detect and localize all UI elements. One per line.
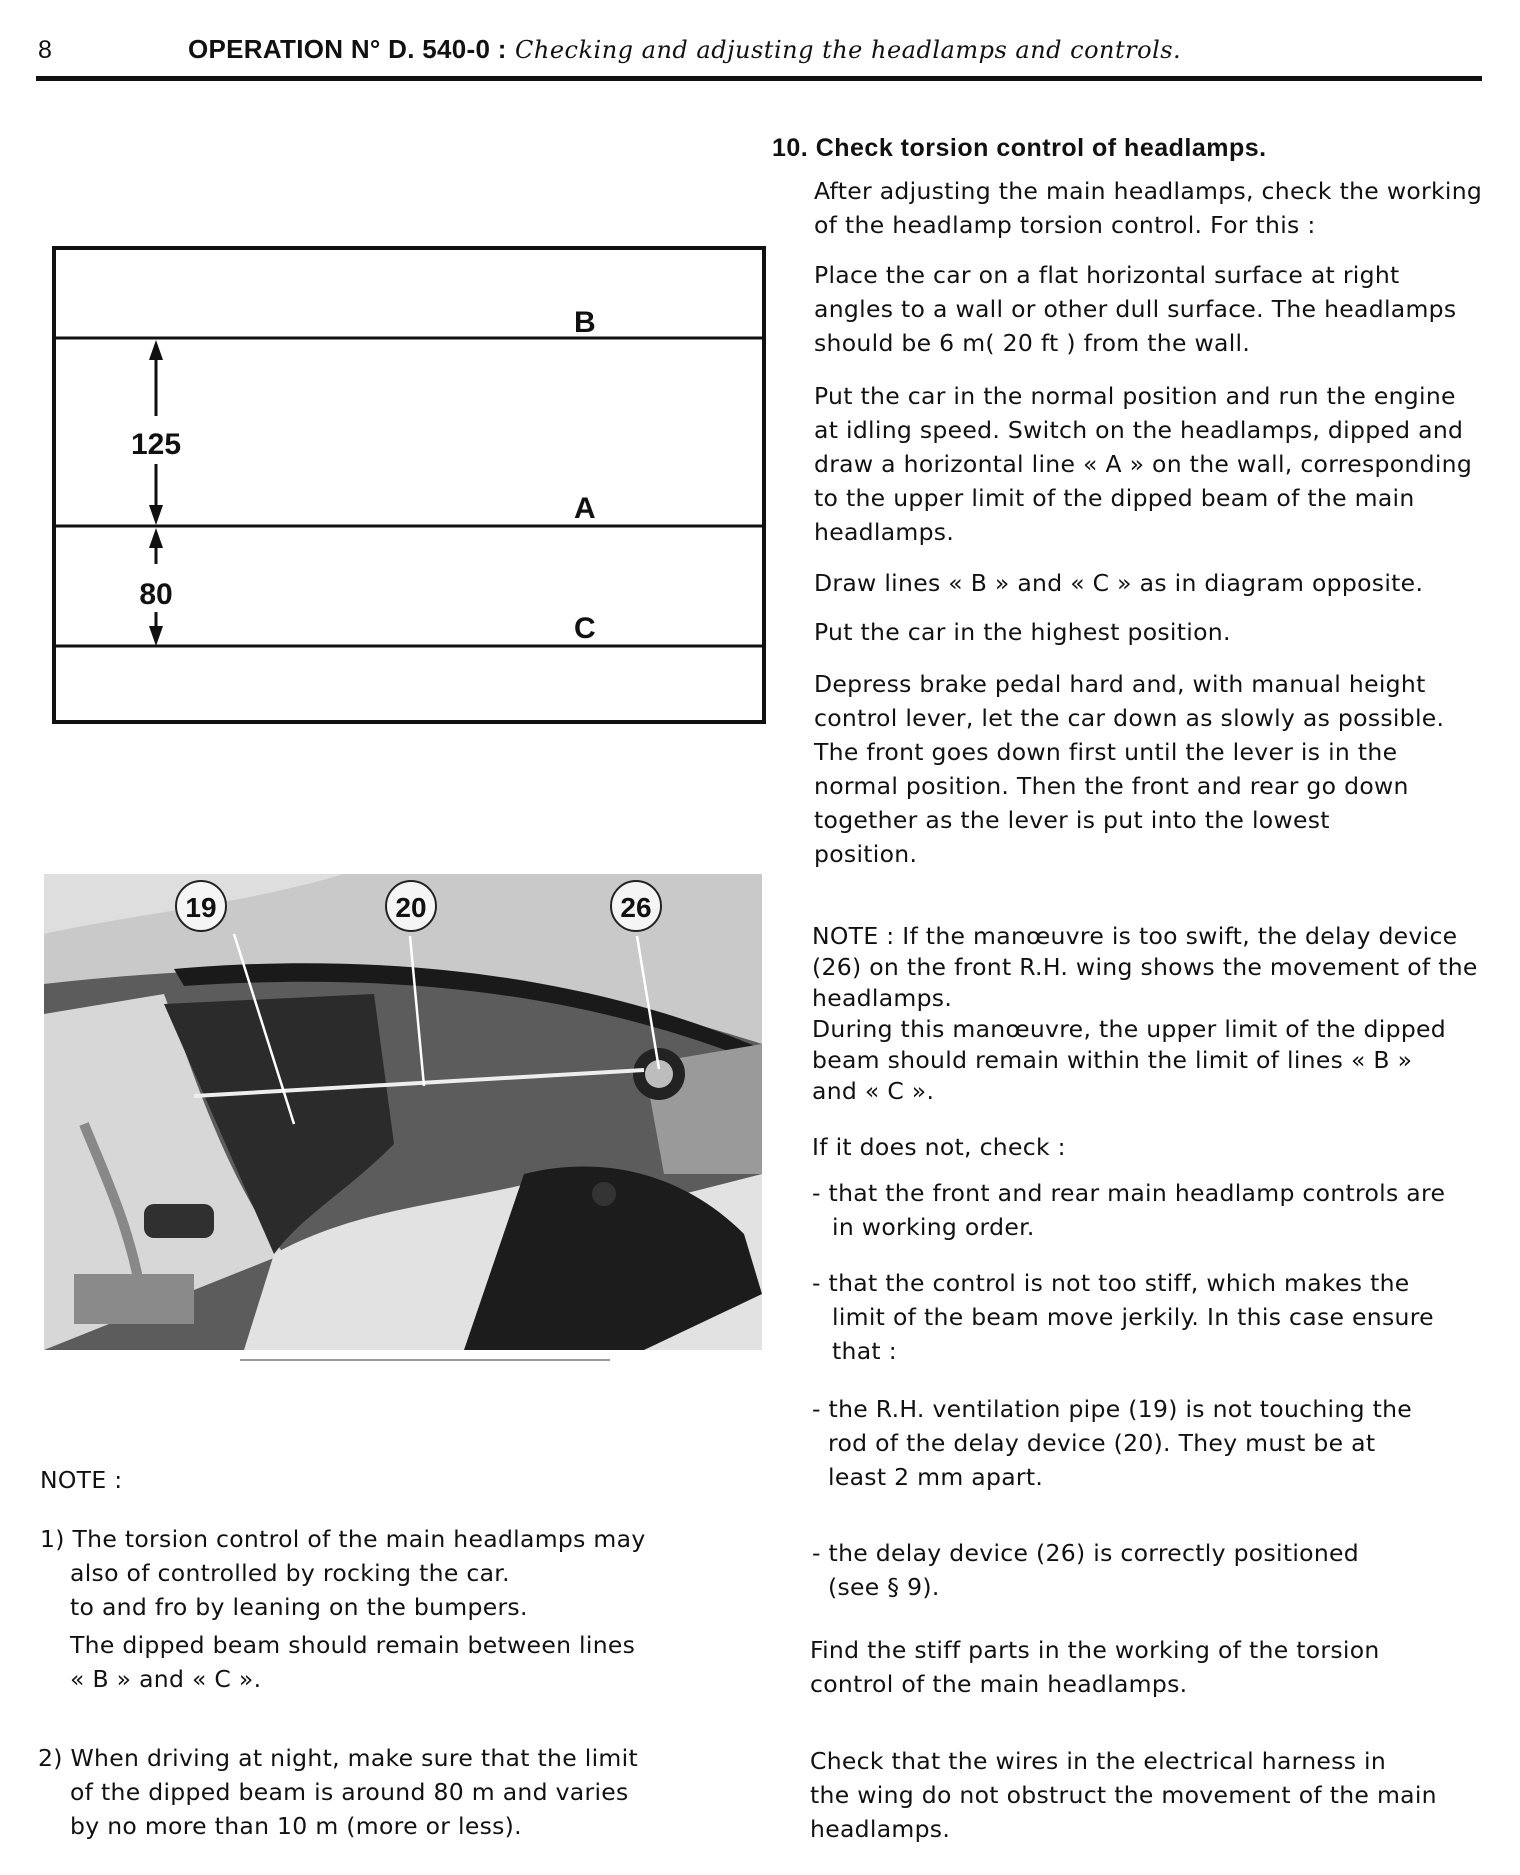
label-a: A — [574, 492, 596, 525]
left-note-title: NOTE : — [40, 1466, 123, 1494]
callout-26 — [611, 881, 661, 931]
label-c: C — [574, 612, 596, 645]
note-manoeuvre: NOTE : If the manœuvre is too swift, the delay device (26) on the front R.H. wing shows the movement of the headlamps. During this manœuvre, the upper limit of the dipped beam should remain within the limit of lines « B » and « C ». — [812, 922, 1478, 1105]
bullet-control-stiff: - that the control is not too stiff, which makes the limit of the beam move jerkily. In this case ensure that : — [812, 1269, 1434, 1365]
page-number: 8 — [38, 36, 52, 64]
para-after-adjusting: After adjusting the main headlamps, check the working of the headlamp torsion control. For this : — [814, 177, 1483, 239]
bullet-controls-working: - that the front and rear main headlamp controls are in working order. — [812, 1179, 1446, 1241]
dimension-80: 80 — [139, 578, 173, 611]
bullet-delay-device: - the delay device (26) is correctly positioned (see § 9). — [812, 1539, 1360, 1601]
diagram-frame — [54, 248, 764, 722]
page-header — [188, 34, 1181, 65]
para-if-not-check: If it does not, check : — [812, 1133, 1066, 1161]
left-note-item-2: 2) When driving at night, make sure that the limit of the dipped beam is around 80 m and varies by no more than 10 m (more or less). — [38, 1744, 638, 1840]
label-b: B — [574, 306, 596, 339]
beam-diagram — [52, 246, 768, 726]
para-draw-lines: Draw lines « B » and « C » as in diagram opposite. — [814, 569, 1424, 597]
para-stiff-parts: Find the stiff parts in the working of the torsion control of the main headlamps. — [810, 1636, 1380, 1698]
mechanism-photo — [44, 874, 762, 1350]
svg-text:19: 19 — [185, 892, 217, 923]
para-normal-position: Put the car in the normal position and run the engine at idling speed. Switch on the headlamps, dipped and draw a horizontal line « A » on the wall, corresponding to the upper limit of the dipped beam of the main headlamps. — [814, 382, 1473, 546]
section-heading: 10. Check torsion control of headlamps. — [772, 134, 1267, 162]
photo-underline — [240, 1359, 610, 1361]
callout-19 — [176, 881, 226, 931]
header-subtitle: Checking and adjusting the headlamps and controls. — [515, 36, 1182, 64]
header-rule — [36, 76, 1482, 81]
para-check-wires: Check that the wires in the electrical harness in the wing do not obstruct the movement of the main headlamps. — [810, 1747, 1437, 1843]
svg-text:26: 26 — [620, 892, 652, 923]
left-note-item-1: 1) The torsion control of the main headlamps may also of controlled by rocking the car. to and fro by leaning on the bumpers. The dipped beam should remain between lines « B » and « C ». — [40, 1525, 646, 1693]
para-place-car: Place the car on a flat horizontal surface at right angles to a wall or other dull surface. The headlamps should be 6 m( 20 ft ) from the wall. — [814, 261, 1457, 357]
para-depress-brake: Depress brake pedal hard and, with manual height control lever, let the car down as slowly as possible. The front goes down first until the lever is in the normal position. Then the front and rear go down together as the lever is put into the lowest position. — [814, 670, 1445, 868]
callout-20 — [386, 881, 436, 931]
operation-code: OPERATION N° D. 540-0 : — [188, 34, 507, 64]
svg-text:20: 20 — [395, 892, 427, 923]
bullet-ventilation-pipe: - the R.H. ventilation pipe (19) is not touching the rod of the delay device (20). They must be at least 2 mm apart. — [812, 1395, 1413, 1491]
dimension-125: 125 — [130, 428, 182, 461]
para-highest-position: Put the car in the highest position. — [814, 618, 1231, 646]
